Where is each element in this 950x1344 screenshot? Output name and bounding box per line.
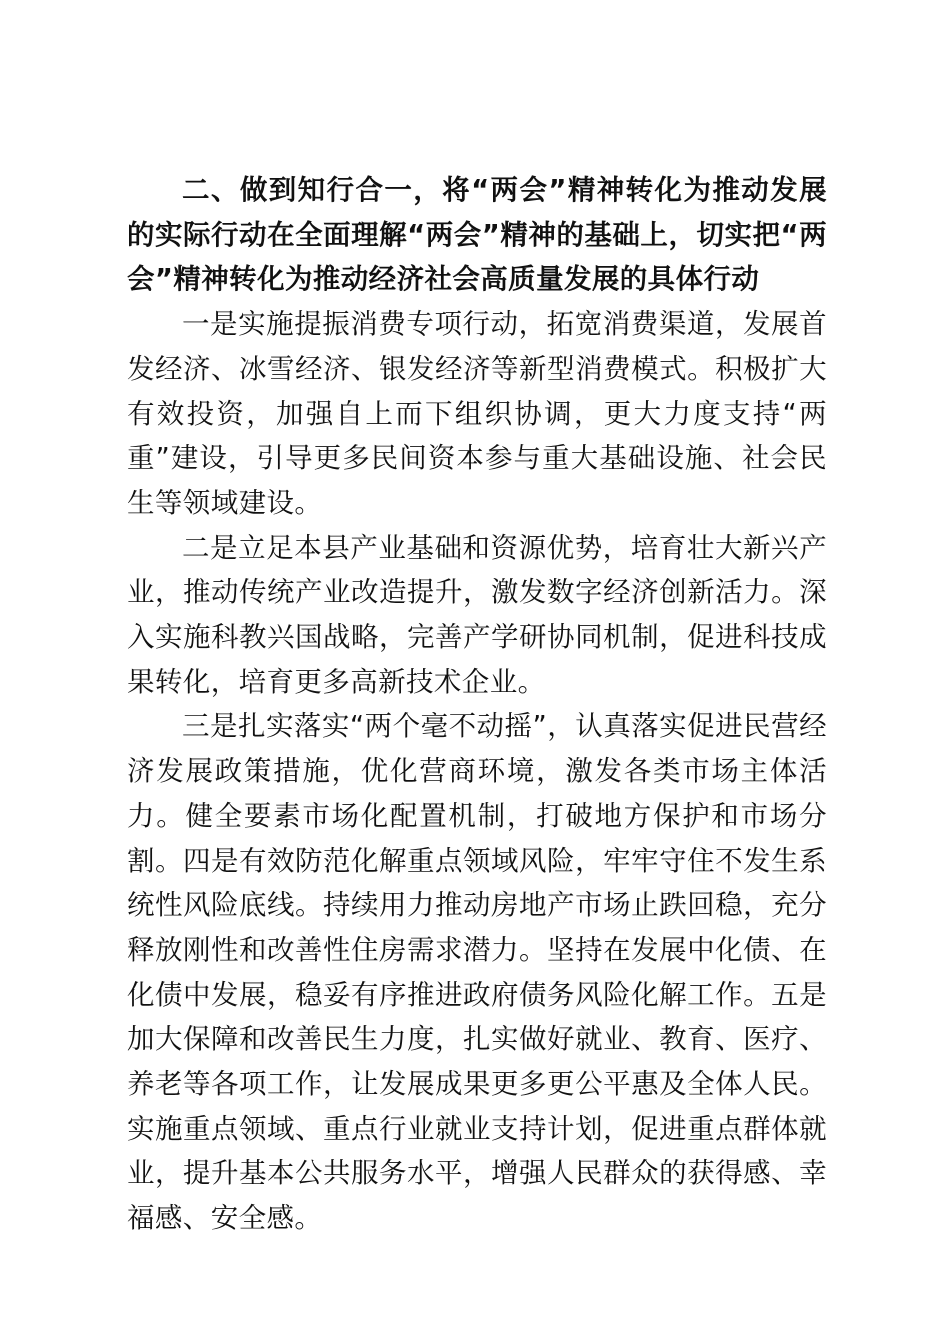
paragraph-private-economy: 三是扎实落实“两个毫不动摇”，认真落实促进民营经济发展政策措施，优化营商环境，激发各类市场主体活力。健全要素市场化配置机制，打破地方保护和市场分割。四是有效防范化解重点领域风险，牢牢守住不发生系统性风险底线。持续用力推动房地产市场止跌回稳，充分释放刚性和改善性住房需求潜力。坚持在发展中化债、在化债中发展，稳妥有序推进政府债务风险化解工作。五是加大保障和改善民生力度，扎实做好就业、教育、医疗、养老等各项工作，让发展成果更多更公平惠及全体人民。实施重点领域、重点行业就业支持计划，促进重点群体就业，提升基本公共服务水平，增强人民群众的获得感、幸福感、安全感。	[127, 710, 827, 1235]
paragraph-consumption: 一是实施提振消费专项行动，拓宽消费渠道，发展首发经济、冰雪经济、银发经济等新型消费模式。积极扩大有效投资，加强自上而下组织协调，更大力度支持“两重”建设，引导更多民间资本参与重大基础设施、社会民生等领域建设。	[127, 308, 827, 519]
paragraph-industry: 二是立足本县产业基础和资源优势，培育壮大新兴产业，推动传统产业改造提升，激发数字经济创新活力。深入实施科教兴国战略，完善产学研协同机制，促进科技成果转化，培育更多高新技术企业。	[127, 531, 827, 698]
section-heading: 二、做到知行合一，将“两会”精神转化为推动发展的实际行动在全面理解“两会”精神的基础上，切实把“两会”精神转化为推动经济社会高质量发展的具体行动	[127, 174, 827, 296]
document-page	[127, 168, 827, 1241]
